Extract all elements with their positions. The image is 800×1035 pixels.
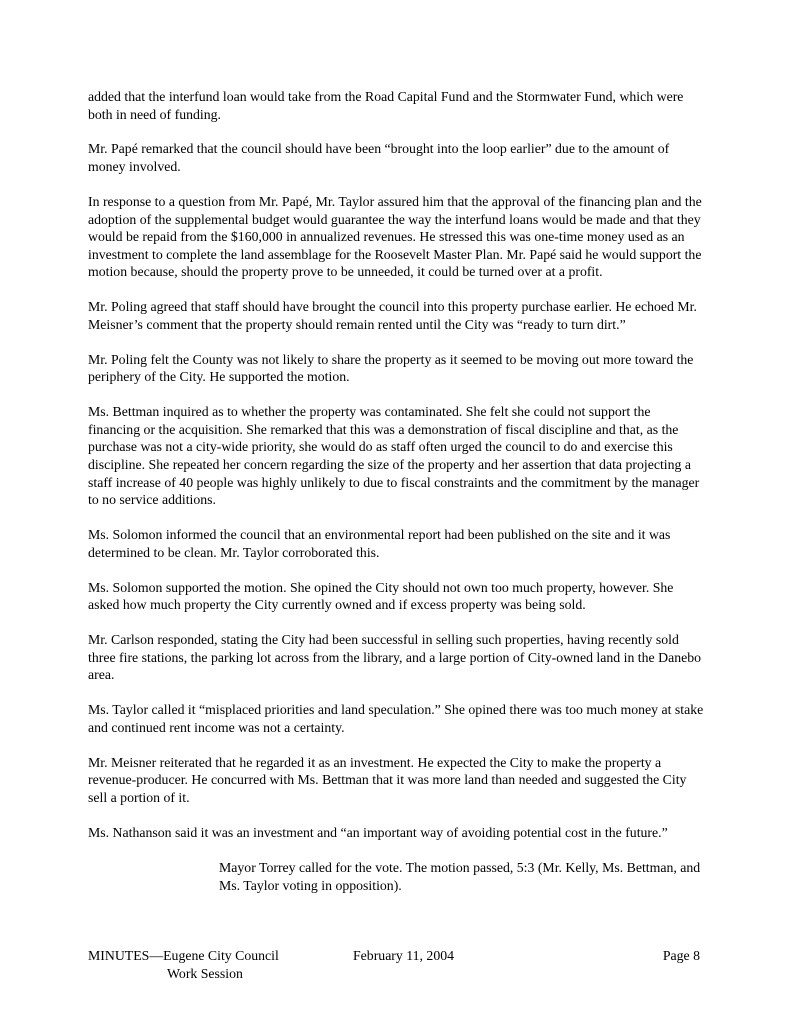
footer-date: February 11, 2004: [353, 948, 455, 963]
footer-title-line1: MINUTES—Eugene City Council: [88, 948, 279, 963]
paragraph-carlson-response: Mr. Carlson responded, stating the City had been successful in selling such properties, having recently sold three fire stations, the parking lot across from the library, and a large portion of City-owned land in the Danebo area.: [88, 632, 702, 683]
paragraph-meisner-investment: Mr. Meisner reiterated that he regarded it as an investment. He expected the City to make the property a revenue-producer. He concurred with Ms. Bettman that it was more land than needed and suggested the City sell a portion of it.: [88, 754, 687, 805]
footer-title-line2: Work Session: [167, 965, 243, 981]
paragraph-bettman-inquiry: Ms. Bettman inquired as to whether the property was contaminated. She felt she could not support the financing or the acquisition. She remarked that this was a demonstration of fiscal discipline and that, as the purchase was not a city-wide priority, she would do as staff often urged the council to do and exercise this discipline. She repeated her concern regarding the size of the property and her assertion that data projecting a staff increase of 40 people was highly unlikely to due to fiscal constraints and the commitment by the manager to no service additions.: [88, 404, 700, 508]
paragraph-poling-county: Mr. Poling felt the County was not likely to share the property as it seemed to be moving out more toward the periphery of the City. He supported the motion.: [88, 351, 694, 385]
vote-statement: Mayor Torrey called for the vote. The motion passed, 5:3 (Mr. Kelly, Ms. Bettman, and Ms. Taylor voting in opposition).: [219, 860, 701, 893]
footer-document-title: [88, 947, 328, 982]
paragraph-nathanson-investment: Ms. Nathanson said it was an investment and “an important way of avoiding potential cost in the future.”: [88, 824, 668, 840]
paragraph-pape-remark: Mr. Papé remarked that the council should have been “brought into the loop earlier” due to the amount of money involved.: [88, 141, 670, 175]
paragraph-poling-agreed: Mr. Poling agreed that staff should have brought the council into this property purchase earlier. He echoed Mr. Meisner’s comment that the property should remain rented until the City was “ready to turn dirt.”: [88, 299, 697, 332]
document-body: [88, 88, 704, 912]
paragraph-taylor-priorities: Ms. Taylor called it “misplaced priorities and land speculation.” She opined there was too much money at stake and continued rent income was not a certainty.: [88, 702, 704, 735]
paragraph-solomon-report: Ms. Solomon informed the council that an environmental report had been published on the site and it was determined to be clean. Mr. Taylor corroborated this.: [88, 527, 671, 560]
footer-page-number: Page 8: [662, 948, 700, 963]
paragraph-solomon-support: Ms. Solomon supported the motion. She opined the City should not own too much property, however. She asked how much property the City currently owned and if excess property was being sold.: [88, 579, 674, 613]
paragraph-taylor-response: In response to a question from Mr. Papé, Mr. Taylor assured him that the approval of the financing plan and the adoption of the supplemental budget would guarantee the way the interfund loans would be made and that they would be repaid from the $160,000 in annualized revenues. He stressed this was one-time money used as an investment to complete the land assemblage for the Roosevelt Master Plan. Mr. Papé said he would support the motion because, should the property prove to be unneeded, it could be turned over at a profit.: [88, 193, 702, 280]
paragraph-interfund-loan: added that the interfund loan would take from the Road Capital Fund and the Stormwater Fund, which were both in need of funding.: [88, 89, 684, 122]
